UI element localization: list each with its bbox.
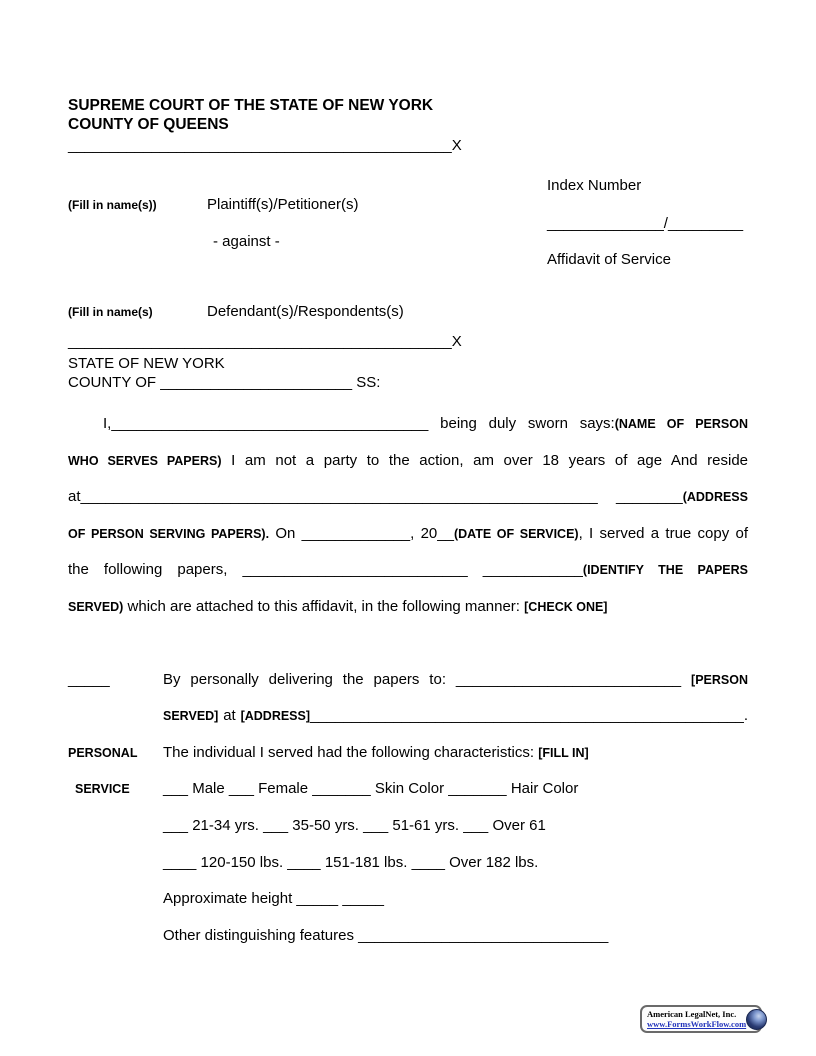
caption-index-column [547,155,748,321]
caption-rule-top [68,137,748,155]
personally-delivering-text: By personally delivering the papers to: [163,670,446,688]
age-51-61-text: 51-61 yrs. [392,816,460,834]
server-name-blank[interactable]: ______________________________________ [111,415,429,432]
not-a-party-text: I am not a party to the action, am over 18 years of age And reside [231,451,749,469]
against-text: - against - [213,233,280,250]
hair-color-text: Hair Color [510,780,579,798]
index-number-blank-right[interactable]: _________ [667,215,744,232]
i-comma-text: I, [103,415,112,432]
plaintiff-row [68,196,508,214]
personal-service-section [68,662,748,955]
served-bracket-label: SERVED] [163,709,219,724]
document-title: Affidavit of Service [547,251,671,268]
height-row [68,881,748,918]
plaintiff-fill-in-label: (Fill in name(s)) [68,198,157,212]
age-line [163,808,748,845]
formsworkflow-link[interactable]: www.FormsWorkFlow.com [647,1019,747,1029]
age-51-61-blank[interactable]: ___ [363,816,389,834]
address-bracket-label: [ADDRESS] [240,709,311,724]
served-true-copy-text: , I served a true copy of [578,524,749,542]
characteristics-line [163,735,748,772]
characteristics-row [68,735,748,772]
state-line: STATE OF NEW YORK [68,355,225,372]
identify-papers-label: (IDENTIFY THE PAPERS [582,563,749,578]
age-over-61-blank[interactable]: ___ [463,816,489,834]
venue-block [68,355,748,392]
papers-blank-2[interactable]: ____________ [482,561,583,579]
service-date-blank[interactable]: _____________ [301,524,411,542]
attached-affidavit-text: which are attached to this affidavit, in the following manner: [127,597,520,615]
age-over-61-text: Over 61 [492,816,546,834]
caption-rule-top-blank[interactable]: ______________________________________________ [68,137,452,154]
at-text-2: at [223,707,236,725]
fill-in-label: [FILL IN] [538,745,589,760]
court-name: SUPREME COURT OF THE STATE OF NEW YORK [68,97,434,114]
weight-151-181-blank[interactable]: ____ [287,853,321,871]
defendant-designation: Defendant(s)/Respondents(s) [207,303,404,320]
weight-line [163,845,748,882]
delivery-address-blank[interactable]: ____________________________________________________ [310,707,744,725]
weight-120-150-text: 120-150 lbs. [200,853,284,871]
sworn-line-3 [68,479,748,516]
globe-icon [746,1009,767,1030]
personal-delivery-line [163,662,748,699]
personal-label: PERSONAL [68,745,138,760]
server-address-blank[interactable]: ______________________________________________________________ [80,488,598,506]
features-line [163,918,748,955]
service-year-blank[interactable]: __ [437,524,454,542]
ss-label: SS: [356,373,381,391]
person-label: [PERSON [691,672,748,687]
service-label: SERVICE [75,782,130,797]
approximate-height-text: Approximate height [163,890,293,908]
date-of-service-label: (DATE OF SERVICE) [453,526,579,541]
caption-rule-top-x: X [451,137,462,154]
index-number-slash: / [663,215,668,232]
caption-rule-bottom [68,333,748,351]
age-35-50-blank[interactable]: ___ [263,816,289,834]
address-label: (ADDRESS [682,490,748,505]
height-feet-blank[interactable]: _____ [296,890,339,908]
age-21-34-blank[interactable]: ___ [163,816,189,834]
period-text: . [743,707,749,725]
sworn-line-4 [68,516,748,553]
sex-color-line [163,771,748,808]
caption-parties-column [68,155,508,321]
features-row [68,918,748,955]
served-label: SERVED) [68,599,124,614]
comma-20-text: , 20 [410,524,438,542]
index-number-blank-left[interactable]: ______________ [547,215,664,232]
sworn-line-1 [68,406,748,443]
logo-company-name: American LegalNet, Inc. [647,1009,737,1019]
weight-over-182-blank[interactable]: ____ [411,853,445,871]
logo-text-block [647,1009,746,1029]
duly-sworn-text: being duly sworn says: [440,415,615,432]
female-check-blank[interactable]: ___ [228,780,254,798]
server-address-blank-2[interactable]: ________ [615,488,683,506]
name-of-person-label: (NAME OF PERSON [614,417,748,431]
age-35-50-text: 35-50 yrs. [292,816,359,834]
at-text: at [68,488,81,506]
on-text: On [275,524,296,542]
check-one-label: [CHECK ONE] [524,599,608,614]
served-address-line [163,698,748,735]
county-name: COUNTY OF QUEENS [68,116,229,133]
sworn-statement-paragraph [68,406,748,626]
distinguishing-features-text: Other distinguishing features [163,926,354,944]
index-number-line [547,215,748,233]
county-line [68,374,748,393]
papers-blank-1[interactable]: ___________________________ [242,561,468,579]
distinguishing-features-blank[interactable]: ______________________________ [358,926,609,944]
following-papers-text: the following papers, [68,561,228,579]
caption-rule-bottom-blank[interactable]: ______________________________________________ [68,333,452,350]
county-blank[interactable]: _______________________ [160,373,353,391]
check-option-blank[interactable]: _____ [68,670,110,688]
of-person-serving-papers-label: OF PERSON SERVING PAPERS). [68,526,270,541]
sworn-line-2 [68,443,748,480]
female-text: Female [258,780,309,798]
weight-row [68,845,748,882]
weight-151-181-text: 151-181 lbs. [324,853,408,871]
age-row [68,808,748,845]
caption-rule-bottom-x: X [451,333,462,350]
sex-color-row [68,771,748,808]
who-serves-papers-label: WHO SERVES PAPERS) [68,453,222,468]
individual-characteristics-text: The individual I served had the following characteristics: [163,743,535,761]
plaintiff-designation: Plaintiff(s)/Petitioner(s) [207,196,359,213]
hair-color-blank[interactable]: _______ [448,780,507,798]
weight-120-150-blank[interactable]: ____ [163,853,197,871]
check-blank-cell [68,662,163,699]
defendant-fill-in-label: (Fill in name(s) [68,305,153,319]
male-check-blank[interactable]: ___ [163,780,189,798]
male-text: Male [192,780,225,798]
served-address-row [68,698,748,735]
county-of-label: COUNTY OF [68,373,157,391]
weight-over-182-text: Over 182 lbs. [449,853,539,871]
skin-color-text: Skin Color [374,780,445,798]
height-inches-blank[interactable]: _____ [342,890,385,908]
height-line [163,881,748,918]
sworn-line-5 [68,552,748,589]
personal-delivery-row [68,662,748,699]
person-served-blank[interactable]: ___________________________ [455,670,682,688]
skin-color-blank[interactable]: _______ [312,780,371,798]
caption-block [68,155,748,321]
american-legalnet-logo [640,1005,762,1033]
defendant-row [68,303,508,321]
sworn-line-6 [68,589,748,626]
age-21-34-text: 21-34 yrs. [192,816,259,834]
index-number-label: Index Number [547,177,642,194]
